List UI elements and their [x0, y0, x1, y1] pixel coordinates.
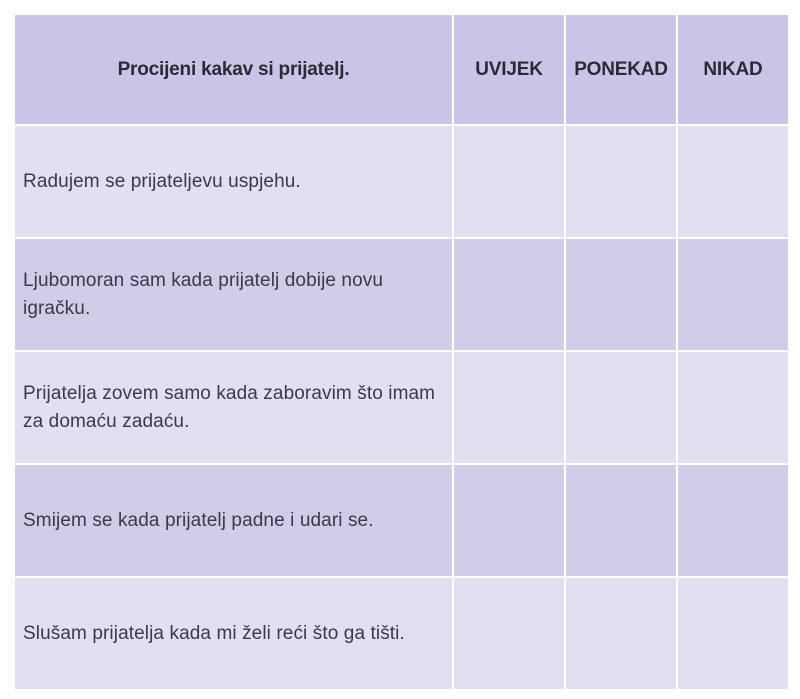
answer-cell-never[interactable] [677, 351, 789, 464]
table-row [14, 464, 789, 577]
table-row [14, 577, 789, 690]
answer-cell-sometimes[interactable] [565, 464, 677, 577]
statement-cell: Radujem se prijateljevu uspjehu. [14, 125, 453, 238]
statement-cell: Prijatelja zovem samo kada zaboravim što imam za domaću zadaću. [14, 351, 453, 464]
statement-cell: Smijem se kada prijatelj padne i udari se. [14, 464, 453, 577]
answer-cell-sometimes[interactable] [565, 351, 677, 464]
header-option-sometimes: PONEKAD [565, 14, 677, 125]
answer-cell-sometimes[interactable] [565, 577, 677, 690]
table-row [14, 238, 789, 351]
table-row [14, 351, 789, 464]
answer-cell-never[interactable] [677, 125, 789, 238]
answer-cell-never[interactable] [677, 577, 789, 690]
answer-cell-always[interactable] [453, 125, 565, 238]
answer-cell-always[interactable] [453, 577, 565, 690]
statement-cell: Ljubomoran sam kada prijatelj dobije novu igračku. [14, 238, 453, 351]
answer-cell-never[interactable] [677, 464, 789, 577]
statement-cell: Slušam prijatelja kada mi želi reći što ga tišti. [14, 577, 453, 690]
header-statement: Procijeni kakav si prijatelj. [14, 14, 453, 125]
header-option-never: NIKAD [677, 14, 789, 125]
answer-cell-always[interactable] [453, 238, 565, 351]
header-row [14, 14, 789, 125]
answer-cell-sometimes[interactable] [565, 238, 677, 351]
answer-cell-never[interactable] [677, 238, 789, 351]
answer-cell-always[interactable] [453, 351, 565, 464]
header-option-always: UVIJEK [453, 14, 565, 125]
table-row [14, 125, 789, 238]
friendship-self-assessment-table [13, 13, 790, 691]
answer-cell-always[interactable] [453, 464, 565, 577]
answer-cell-sometimes[interactable] [565, 125, 677, 238]
